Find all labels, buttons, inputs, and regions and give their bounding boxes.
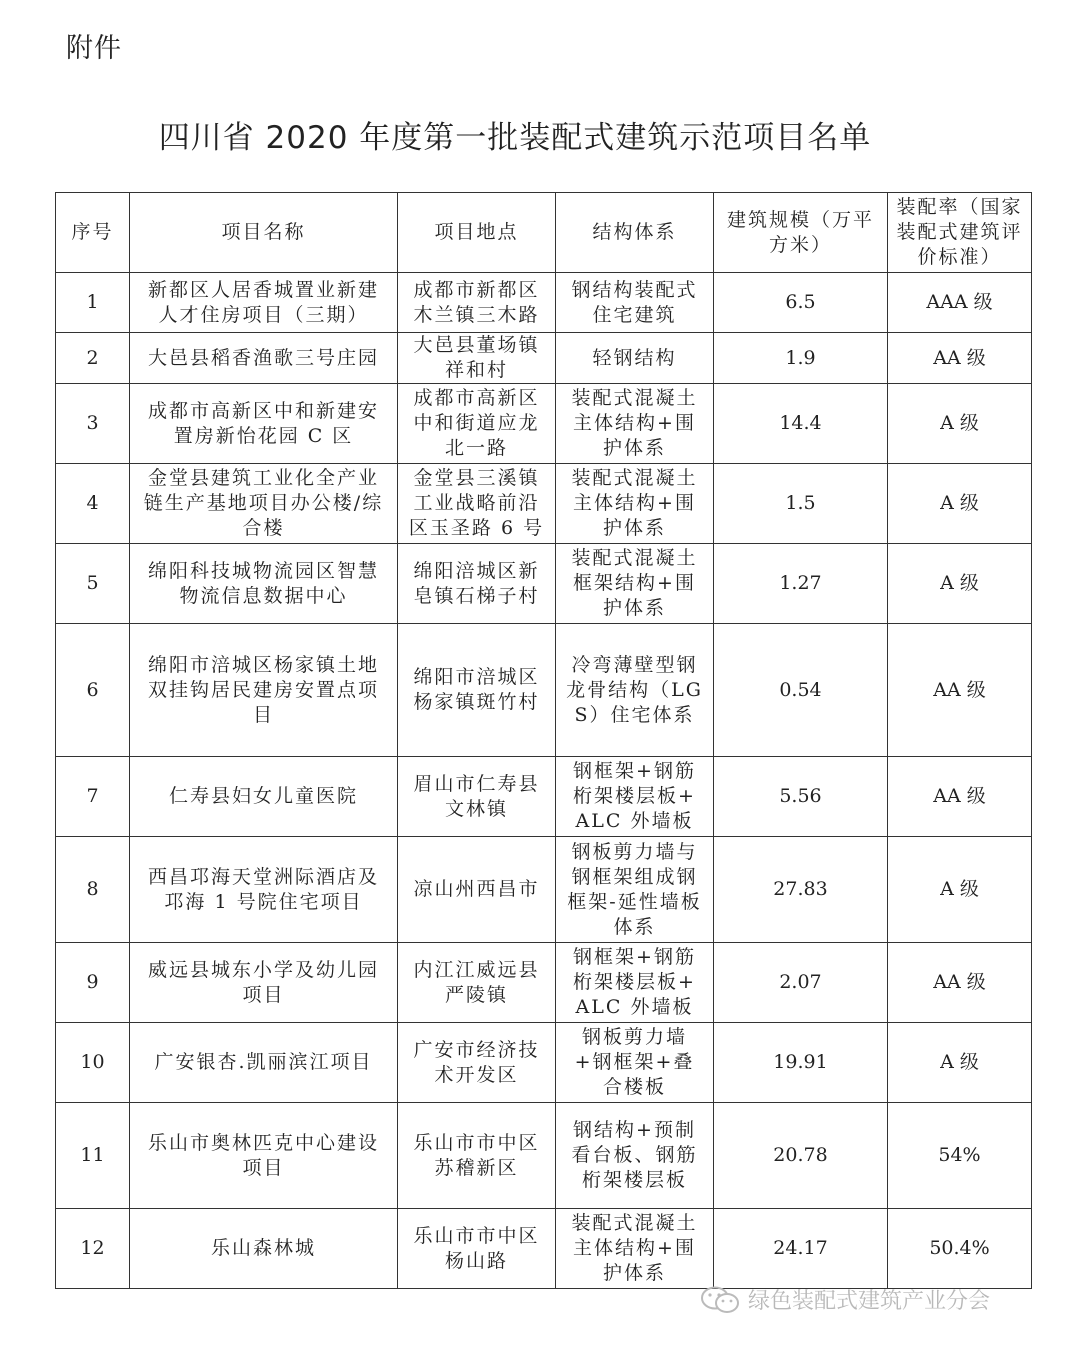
row-scale: 20.78 xyxy=(714,1103,888,1209)
row-name: 仁寿县妇女儿童医院 xyxy=(130,757,398,837)
row-name: 绵阳市涪城区杨家镇土地双挂钩居民建房安置点项目 xyxy=(130,624,398,757)
row-structure: 装配式混凝土主体结构+围护体系 xyxy=(556,1209,714,1289)
row-no: 12 xyxy=(56,1209,130,1289)
row-scale: 5.56 xyxy=(714,757,888,837)
row-rate: A 级 xyxy=(888,464,1032,544)
row-location: 成都市高新区中和街道应龙北一路 xyxy=(398,384,556,464)
table-row xyxy=(56,837,1032,943)
col-header-location: 项目地点 xyxy=(398,193,556,273)
row-no: 7 xyxy=(56,757,130,837)
row-location: 成都市新都区木兰镇三木路 xyxy=(398,273,556,333)
row-rate: 50.4% xyxy=(888,1209,1032,1289)
row-scale: 2.07 xyxy=(714,943,888,1023)
col-header-scale: 建筑规模（万平方米） xyxy=(714,193,888,273)
row-no: 6 xyxy=(56,624,130,757)
row-rate: 54% xyxy=(888,1103,1032,1209)
row-scale: 6.5 xyxy=(714,273,888,333)
row-no: 4 xyxy=(56,464,130,544)
table-row xyxy=(56,464,1032,544)
row-location: 大邑县董场镇祥和村 xyxy=(398,333,556,384)
row-rate: AA 级 xyxy=(888,624,1032,757)
row-name: 大邑县稻香渔歌三号庄园 xyxy=(130,333,398,384)
row-no: 1 xyxy=(56,273,130,333)
row-location: 乐山市市中区杨山路 xyxy=(398,1209,556,1289)
row-location: 绵阳涪城区新皂镇石梯子村 xyxy=(398,544,556,624)
col-header-structure: 结构体系 xyxy=(556,193,714,273)
row-scale: 0.54 xyxy=(714,624,888,757)
table-row xyxy=(56,544,1032,624)
attachment-label: 附件 xyxy=(66,33,122,64)
row-no: 2 xyxy=(56,333,130,384)
row-location: 凉山州西昌市 xyxy=(398,837,556,943)
row-name: 绵阳科技城物流园区智慧物流信息数据中心 xyxy=(130,544,398,624)
table-row xyxy=(56,273,1032,333)
row-name: 乐山市奥林匹克中心建设项目 xyxy=(130,1103,398,1209)
row-no: 5 xyxy=(56,544,130,624)
row-name: 成都市高新区中和新建安置房新怡花园 C 区 xyxy=(130,384,398,464)
row-scale: 24.17 xyxy=(714,1209,888,1289)
row-name: 西昌邛海天堂洲际酒店及邛海 1 号院住宅项目 xyxy=(130,837,398,943)
document-title: 四川省 2020 年度第一批装配式建筑示范项目名单 xyxy=(158,120,872,156)
row-scale: 14.4 xyxy=(714,384,888,464)
row-scale: 1.9 xyxy=(714,333,888,384)
row-no: 10 xyxy=(56,1023,130,1103)
row-structure: 钢结构装配式住宅建筑 xyxy=(556,273,714,333)
row-structure: 钢板剪力墙+钢框架+叠合楼板 xyxy=(556,1023,714,1103)
row-location: 乐山市市中区苏稽新区 xyxy=(398,1103,556,1209)
row-rate: AA 级 xyxy=(888,943,1032,1023)
wechat-icon xyxy=(700,1285,740,1315)
row-location: 广安市经济技术开发区 xyxy=(398,1023,556,1103)
table-row xyxy=(56,943,1032,1023)
row-location: 眉山市仁寿县文林镇 xyxy=(398,757,556,837)
row-rate: AA 级 xyxy=(888,757,1032,837)
row-scale: 27.83 xyxy=(714,837,888,943)
row-structure: 钢结构+预制看台板、钢筋桁架楼层板 xyxy=(556,1103,714,1209)
row-name: 乐山森林城 xyxy=(130,1209,398,1289)
row-name: 威远县城东小学及幼儿园项目 xyxy=(130,943,398,1023)
row-name: 广安银杏.凯丽滨江项目 xyxy=(130,1023,398,1103)
table-row xyxy=(56,333,1032,384)
table-row xyxy=(56,1023,1032,1103)
row-location: 金堂县三溪镇工业战略前沿区玉圣路 6 号 xyxy=(398,464,556,544)
row-name: 新都区人居香城置业新建人才住房项目（三期） xyxy=(130,273,398,333)
row-rate: AA 级 xyxy=(888,333,1032,384)
row-rate: A 级 xyxy=(888,1023,1032,1103)
row-no: 3 xyxy=(56,384,130,464)
row-structure: 钢框架+钢筋桁架楼层板+ALC 外墙板 xyxy=(556,943,714,1023)
col-header-name: 项目名称 xyxy=(130,193,398,273)
row-structure: 钢板剪力墙与钢框架组成钢框架-延性墙板体系 xyxy=(556,837,714,943)
row-scale: 19.91 xyxy=(714,1023,888,1103)
row-location: 绵阳市涪城区杨家镇斑竹村 xyxy=(398,624,556,757)
col-header-no: 序号 xyxy=(56,193,130,273)
row-structure: 装配式混凝土主体结构+围护体系 xyxy=(556,384,714,464)
project-table xyxy=(55,192,1032,1289)
row-structure: 装配式混凝土框架结构+围护体系 xyxy=(556,544,714,624)
table-row xyxy=(56,1103,1032,1209)
watermark-text: 绿色装配式建筑产业分会 xyxy=(748,1289,991,1314)
row-no: 9 xyxy=(56,943,130,1023)
row-no: 8 xyxy=(56,837,130,943)
row-rate: A 级 xyxy=(888,544,1032,624)
row-structure: 装配式混凝土主体结构+围护体系 xyxy=(556,464,714,544)
row-structure: 轻钢结构 xyxy=(556,333,714,384)
row-rate: AAA 级 xyxy=(888,273,1032,333)
watermark xyxy=(700,1284,990,1315)
row-rate: A 级 xyxy=(888,384,1032,464)
table-row xyxy=(56,1209,1032,1289)
table-row xyxy=(56,757,1032,837)
row-structure: 钢框架+钢筋桁架楼层板+ALC 外墙板 xyxy=(556,757,714,837)
table-row xyxy=(56,624,1032,757)
row-no: 11 xyxy=(56,1103,130,1209)
row-name: 金堂县建筑工业化全产业链生产基地项目办公楼/综合楼 xyxy=(130,464,398,544)
row-scale: 1.5 xyxy=(714,464,888,544)
header-row xyxy=(56,193,1032,273)
row-scale: 1.27 xyxy=(714,544,888,624)
table-row xyxy=(56,384,1032,464)
row-structure: 冷弯薄壁型钢龙骨结构（LGS）住宅体系 xyxy=(556,624,714,757)
row-location: 内江江威远县严陵镇 xyxy=(398,943,556,1023)
row-rate: A 级 xyxy=(888,837,1032,943)
col-header-rate: 装配率（国家装配式建筑评价标准） xyxy=(888,193,1032,273)
